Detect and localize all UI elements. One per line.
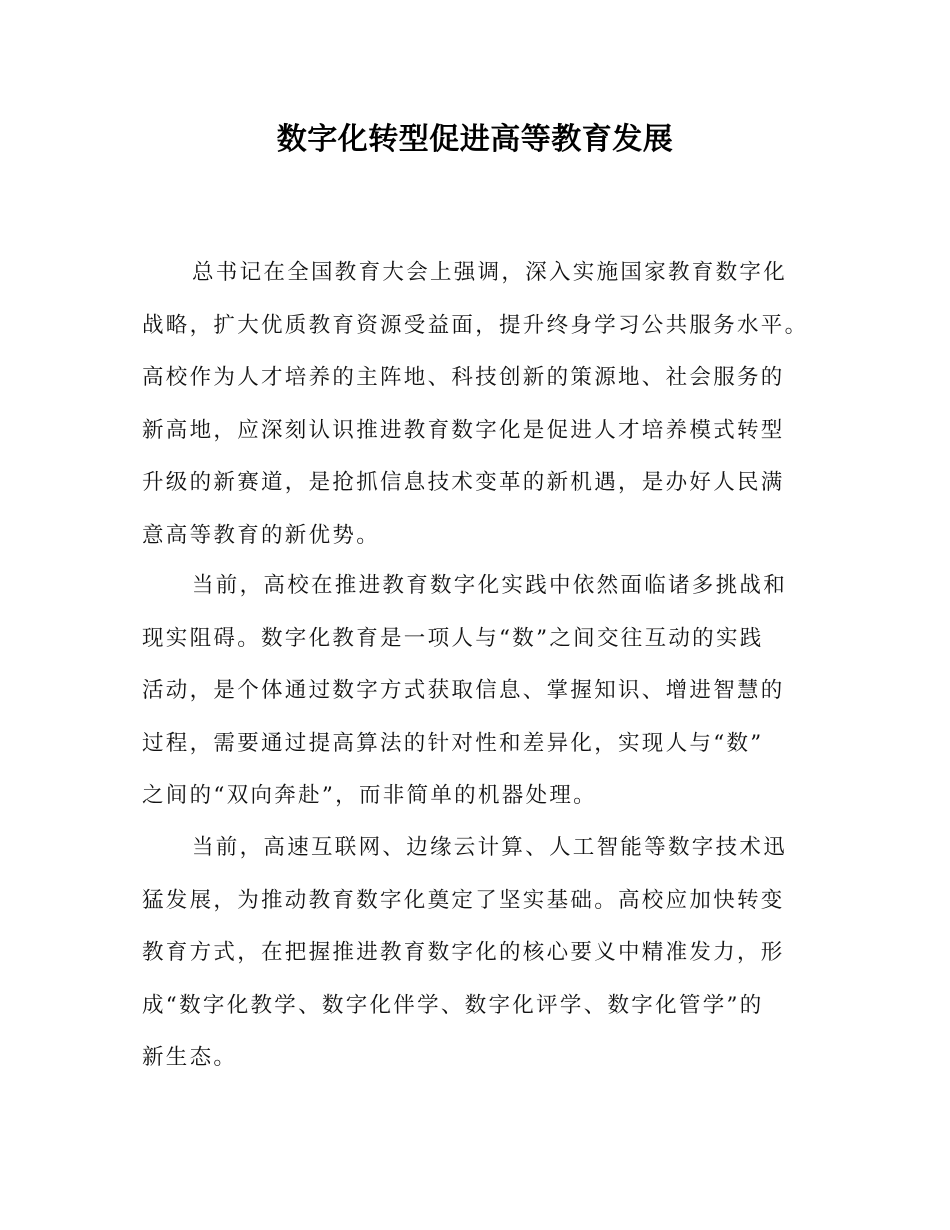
paragraph-line: 升级的新赛道，是抢抓信息技术变革的新机遇，是办好人民满 (142, 470, 785, 495)
paragraph-line: 当前，高校在推进教育数字化实践中依然面临诸多挑战和 (192, 573, 788, 598)
paragraph-line: 过程，需要通过提高算法的针对性和差异化，实现人与“数” (142, 730, 764, 756)
paragraph-line: 意高等教育的新优势。 (142, 522, 381, 548)
paragraph-line: 猛发展，为推动教育数字化奠定了坚实基础。高校应加快转变 (142, 887, 785, 913)
paragraph-line: 总书记在全国教育大会上强调，深入实施国家教育数字化 (192, 260, 788, 285)
paragraph-line: 活动，是个体通过数字方式获取信息、掌握知识、增进智慧的 (142, 678, 785, 703)
paragraph-2 (142, 560, 822, 823)
paragraph-line: 成“数字化教学、数字化伴学、数字化评学、数字化管学”的 (142, 992, 764, 1018)
paragraph-1 (142, 247, 822, 562)
paragraph-line: 新生态。 (142, 1045, 238, 1070)
paragraph-line: 新高地，应深刻认识推进教育数字化是促进人才培养模式转型 (142, 417, 785, 443)
paragraph-line: 现实阻碍。数字化教育是一项人与“数”之间交往互动的实践 (142, 625, 764, 651)
paragraph-line: 当前，高速互联网、边缘云计算、人工智能等数字技术迅 (192, 835, 788, 860)
paragraph-line: 高校作为人才培养的主阵地、科技创新的策源地、社会服务的 (142, 365, 785, 390)
paragraph-line: 教育方式，在把握推进教育数字化的核心要义中精准发力，形 (142, 940, 785, 965)
paragraph-3 (142, 822, 822, 1085)
document-title: 数字化转型促进高等教育发展 (276, 122, 674, 157)
paragraph-line: 战略，扩大优质教育资源受益面，提升终身学习公共服务水平。 (142, 312, 809, 338)
paragraph-line: 之间的“双向奔赴”，而非简单的机器处理。 (142, 783, 597, 808)
